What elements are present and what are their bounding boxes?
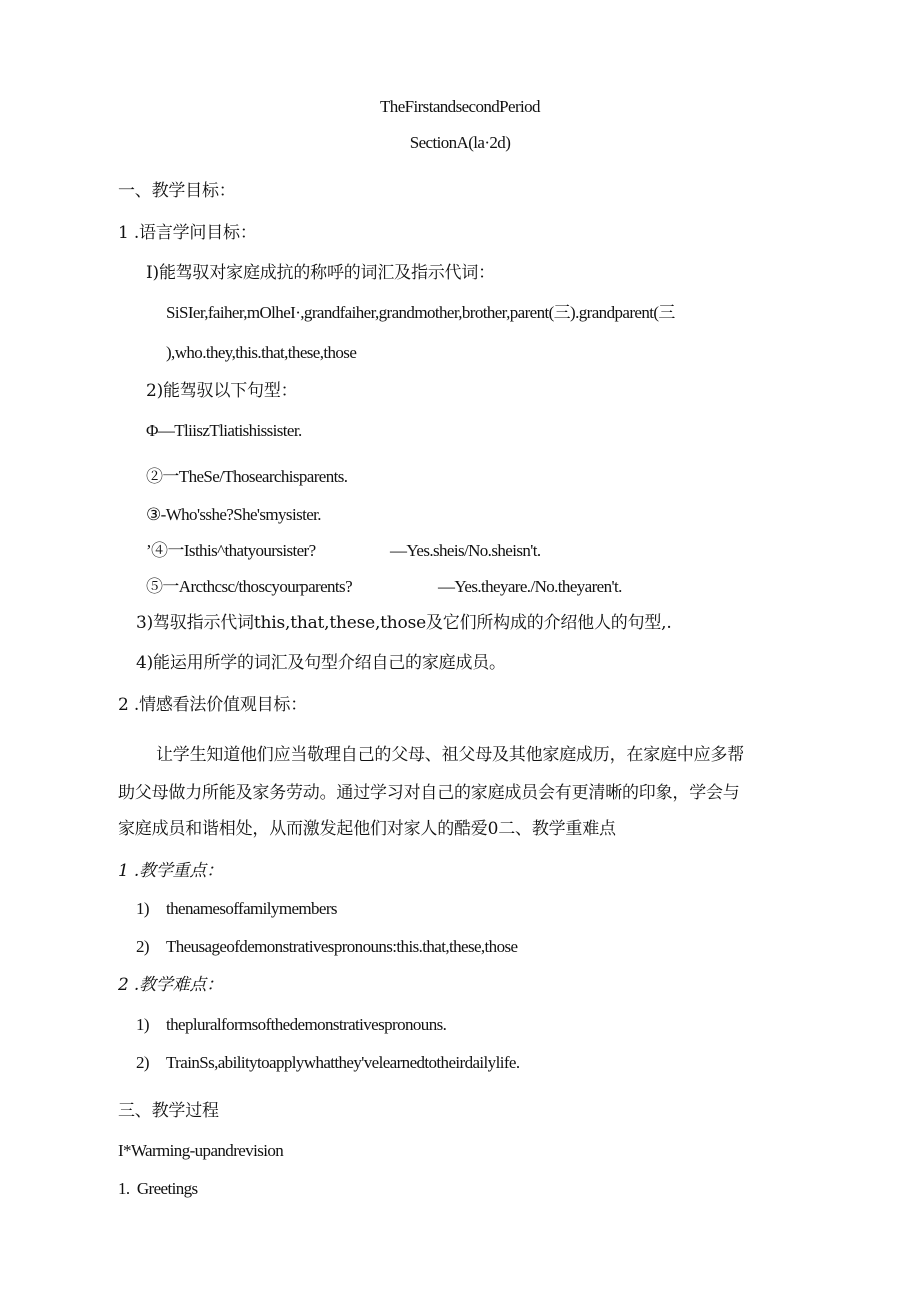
sentence-pattern-5-answer: —Yes.theyare./No.theyaren't. <box>438 577 622 596</box>
list-item-text: TrainSs,abilitytoapplywhatthey'velearnedtotheirdailylife. <box>166 1053 520 1072</box>
emotion-goal-paragraph-line-2: 助父母做力所能及家务劳动。通过学习对自己的家庭成员会有更清晰的印象，学会与 <box>118 783 740 803</box>
key-point-item <box>136 898 337 920</box>
difficult-point-item <box>136 1014 446 1036</box>
emotion-goal-paragraph-line-3: 家庭成员和谐相处，从而激发起他们对家人的酷爱0二、教学重难点 <box>118 819 616 839</box>
language-goal-item-1: I)能驾驭对家庭成抗的称呼的词汇及指示代词： <box>146 263 495 283</box>
language-goal-item-4: 4)能运用所学的词汇及句型介绍自己的家庭成员。 <box>136 653 506 673</box>
document-title: TheFirstandsecondPeriod <box>380 97 540 116</box>
difficult-point-item <box>136 1052 519 1074</box>
key-point-item <box>136 936 517 958</box>
key-points-heading: 1 .教学重点： <box>118 861 224 881</box>
list-number: 1) <box>136 899 149 918</box>
list-number: 1) <box>136 1015 149 1034</box>
language-goal-item-3: 3)驾驭指示代词this,that,these,those及它们所构成的介绍他人的句型,. <box>136 613 672 633</box>
list-number: 2) <box>136 937 149 956</box>
section-heading-teaching-goals: 一、教学目标： <box>118 181 236 201</box>
step-item-greetings: 1. Greetings <box>118 1179 198 1198</box>
difficult-points-heading: 2 .教学难点： <box>118 975 224 995</box>
emotion-goal-heading: 2 .情感看法价值观目标： <box>118 695 308 715</box>
sentence-pattern-4-answer: —Yes.sheis/No.sheisn't. <box>390 541 541 560</box>
list-item-text: Theusageofdemonstrativespronouns:this.that,these,those <box>166 937 518 956</box>
list-number: 2) <box>136 1053 149 1072</box>
step-heading-warming-up: I*Warming-upandrevision <box>118 1141 284 1160</box>
sentence-pattern-3: ③-Who'sshe?She'smysister. <box>146 505 321 524</box>
vocabulary-line-1: SiSIer,faiher,mOlheI·,grandfaiher,grandmother,brother,parent(三).grandparent(三 <box>166 303 675 322</box>
section-heading-teaching-process: 三、教学过程 <box>118 1101 219 1121</box>
emotion-goal-paragraph-line-1: 让学生知道他们应当敬理自己的父母、祖父母及其他家庭成历，在家庭中应多帮 <box>156 745 744 765</box>
language-goal-item-2: 2)能驾驭以下句型： <box>146 381 298 401</box>
vocabulary-line-2: ),who.they,this.that,these,those <box>166 343 357 362</box>
sentence-pattern-2: ②一TheSe/Thosearchisparents. <box>146 467 348 486</box>
sentence-pattern-1: Φ—TliiszTliatishissister. <box>146 421 302 440</box>
sentence-pattern-5-question: ⑤一Arcthcsc/thoscyourparents? <box>146 577 353 596</box>
sentence-pattern-4-question: ’④一Isthis^thatyoursister? <box>146 541 316 560</box>
document-subtitle: SectionA(la·2d) <box>409 133 511 152</box>
list-item-text: thenamesoffamilymembers <box>166 899 337 918</box>
list-item-text: thepluralformsofthedemonstrativespronouns. <box>166 1015 447 1034</box>
language-goal-heading: 1 .语言学问目标： <box>118 223 257 243</box>
